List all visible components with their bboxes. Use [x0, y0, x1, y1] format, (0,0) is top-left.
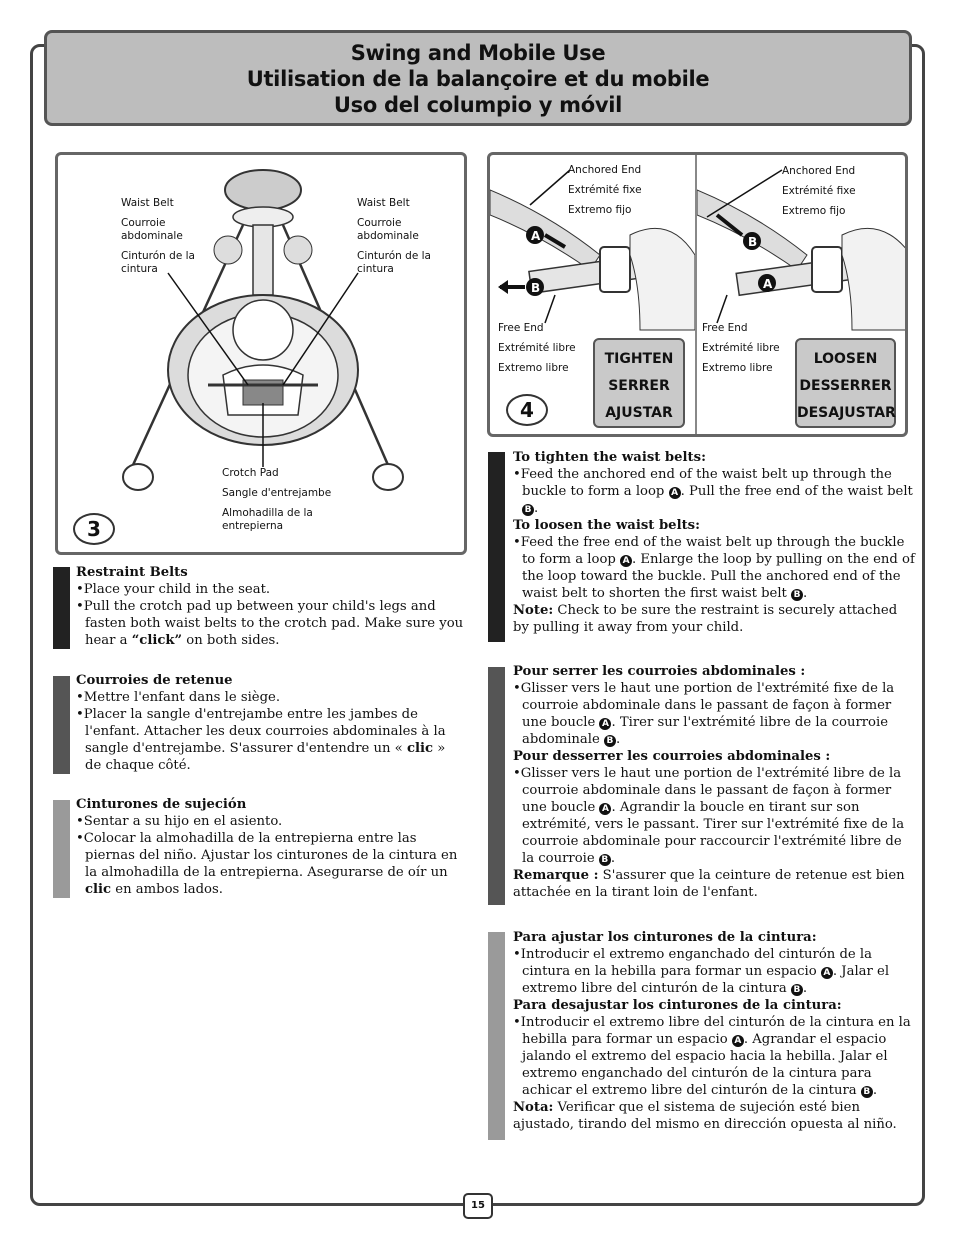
label-free-end-left: Free End Extrémité libre Extremo libre [498, 322, 576, 374]
label-crotch-pad: Crotch Pad Sangle d'entrejambe Almohadilla de la entrepierna [222, 467, 332, 532]
section-restraint-fr: Courroies de retenue •Mettre l'enfant dans le siège. •Placer la sangle d'entrejambe entre les jambes de l'enfant. Attacher les deux courroies abdominales à la sangle d'entrejambe. S'assurer d'entendre un « clic » de chaque côté. [76, 673, 446, 773]
figure-4 [487, 152, 908, 437]
title-es: Uso del columpio y móvil [333, 93, 623, 117]
label-free-end-right: Free End Extrémité libre Extremo libre [702, 322, 780, 374]
bar-es-right [488, 932, 505, 1140]
bar-es-left [53, 800, 70, 898]
bar-fr-right [488, 667, 505, 905]
marker-b-icon: B [522, 504, 534, 516]
marker-a-icon: A [669, 487, 681, 499]
section-waist-belts-es: Para ajustar los cinturones de la cintura: •Introducir el extremo enganchado del cinturón de la cintura en la hebilla para formar un espacio A . Jalar el extremo libre del cinturón de la cintura B . Para desajustar los cinturones de la cintura: •Introducir el extremo libre del cinturón de la cintura en la hebilla para formar un espacio A . Agrandar el espacio jalando el extremo del espacio hacia la hebilla. Jalar el extremo enganchado del cinturón de la cintura para achicar el extremo libre del cinturón de la cintura B . Nota: Verificar que el sistema de sujeción esté bien ajustado, tirando del mismo en dirección opuesta al niño. [513, 930, 911, 1132]
marker-a-left: A [531, 229, 541, 243]
title-en: Swing and Mobile Use [350, 41, 606, 65]
bar-en-right [488, 452, 505, 642]
marker-b-icon: B [604, 735, 616, 747]
tighten-label-box: TIGHTEN SERRER AJUSTAR [593, 338, 685, 428]
step-3-badge: 3 [73, 513, 115, 545]
section-restraint-en: Restraint Belts •Place your child in the seat. •Pull the crotch pad up between your child's legs and fasten both waist belts to the crotch pad. Make sure you hear a “click” on both sides. [76, 565, 464, 648]
title-fr: Utilisation de la balançoire et du mobile [246, 67, 710, 91]
marker-b-right: B [748, 235, 758, 249]
marker-a-icon: A [599, 718, 611, 730]
label-anchored-end-right: Anchored End Extrémité fixe Extremo fijo [782, 165, 856, 217]
page-number: 15 [463, 1193, 493, 1219]
loosen-label-box: LOOSEN DESSERRER DESAJUSTAR [795, 338, 896, 428]
step-4-badge: 4 [506, 394, 548, 426]
label-anchored-end-left: Anchored End Extrémité fixe Extremo fijo [568, 164, 642, 216]
marker-a-icon: A [821, 967, 833, 979]
section-restraint-es: Cinturones de sujeción •Sentar a su hijo en el asiento. •Colocar la almohadilla de la entrepierna entre las piernas del niño. Ajustar los cinturones de la cintura en la almohadilla de la entrepierna. Asegurarse de oír un clic en ambos lados. [76, 797, 458, 897]
marker-a-icon: A [620, 555, 632, 567]
marker-b-icon: B [791, 589, 803, 601]
marker-b-icon: B [599, 854, 611, 866]
section-waist-belts-fr: Pour serrer les courroies abdominales : •Glisser vers le haut une portion de l'extrémité fixe de la courroie abdominale dans le passant de façon à former une boucle A . Tirer sur l'extrémité libre de la courroie abdominale B . Pour desserrer les courroies abdominales : •Glisser vers le haut une portion de l'extrémité libre de la courroie abdominale dans le passant de façon à former une boucle A . Agrandir la boucle en tirant sur son extrémité, vers le passant. Tirer sur l'extrémité fixe de la courroie abdominale pour raccourcir l'extrémité libre de la courroie B . Remarque : S'assurer que la ceinture de retenue est bien attachée en la tirant loin de l'enfant. [513, 664, 905, 900]
marker-a-right: A [763, 277, 773, 291]
section-waist-belts-en: To tighten the waist belts: •Feed the anchored end of the waist belt up through the buckle to form a loop A . Pull the free end of the waist belt B . To loosen the waist belts: •Feed the free end of the waist belt up through the buckle to form a loop A . Enlarge the loop by pulling on the end of the loop toward the buckle. Pull the anchored end of the waist belt to shorten the first waist belt B . Note: Check to be sure the restraint is securely attached by pulling it away from your child. [513, 450, 915, 635]
bar-en-left [53, 567, 70, 649]
page-header [44, 30, 912, 126]
label-waist-belt-right: Waist Belt Courroie abdominale Cinturón de la cintura [357, 197, 431, 275]
marker-a-icon: A [732, 1035, 744, 1047]
figure-3 [55, 152, 467, 555]
marker-b-icon: B [791, 984, 803, 996]
marker-b-left: B [531, 281, 541, 295]
bar-fr-left [53, 676, 70, 774]
marker-b-icon: B [861, 1086, 873, 1098]
marker-a-icon: A [599, 803, 611, 815]
label-waist-belt-left: Waist Belt Courroie abdominale Cinturón de la cintura [121, 197, 195, 275]
